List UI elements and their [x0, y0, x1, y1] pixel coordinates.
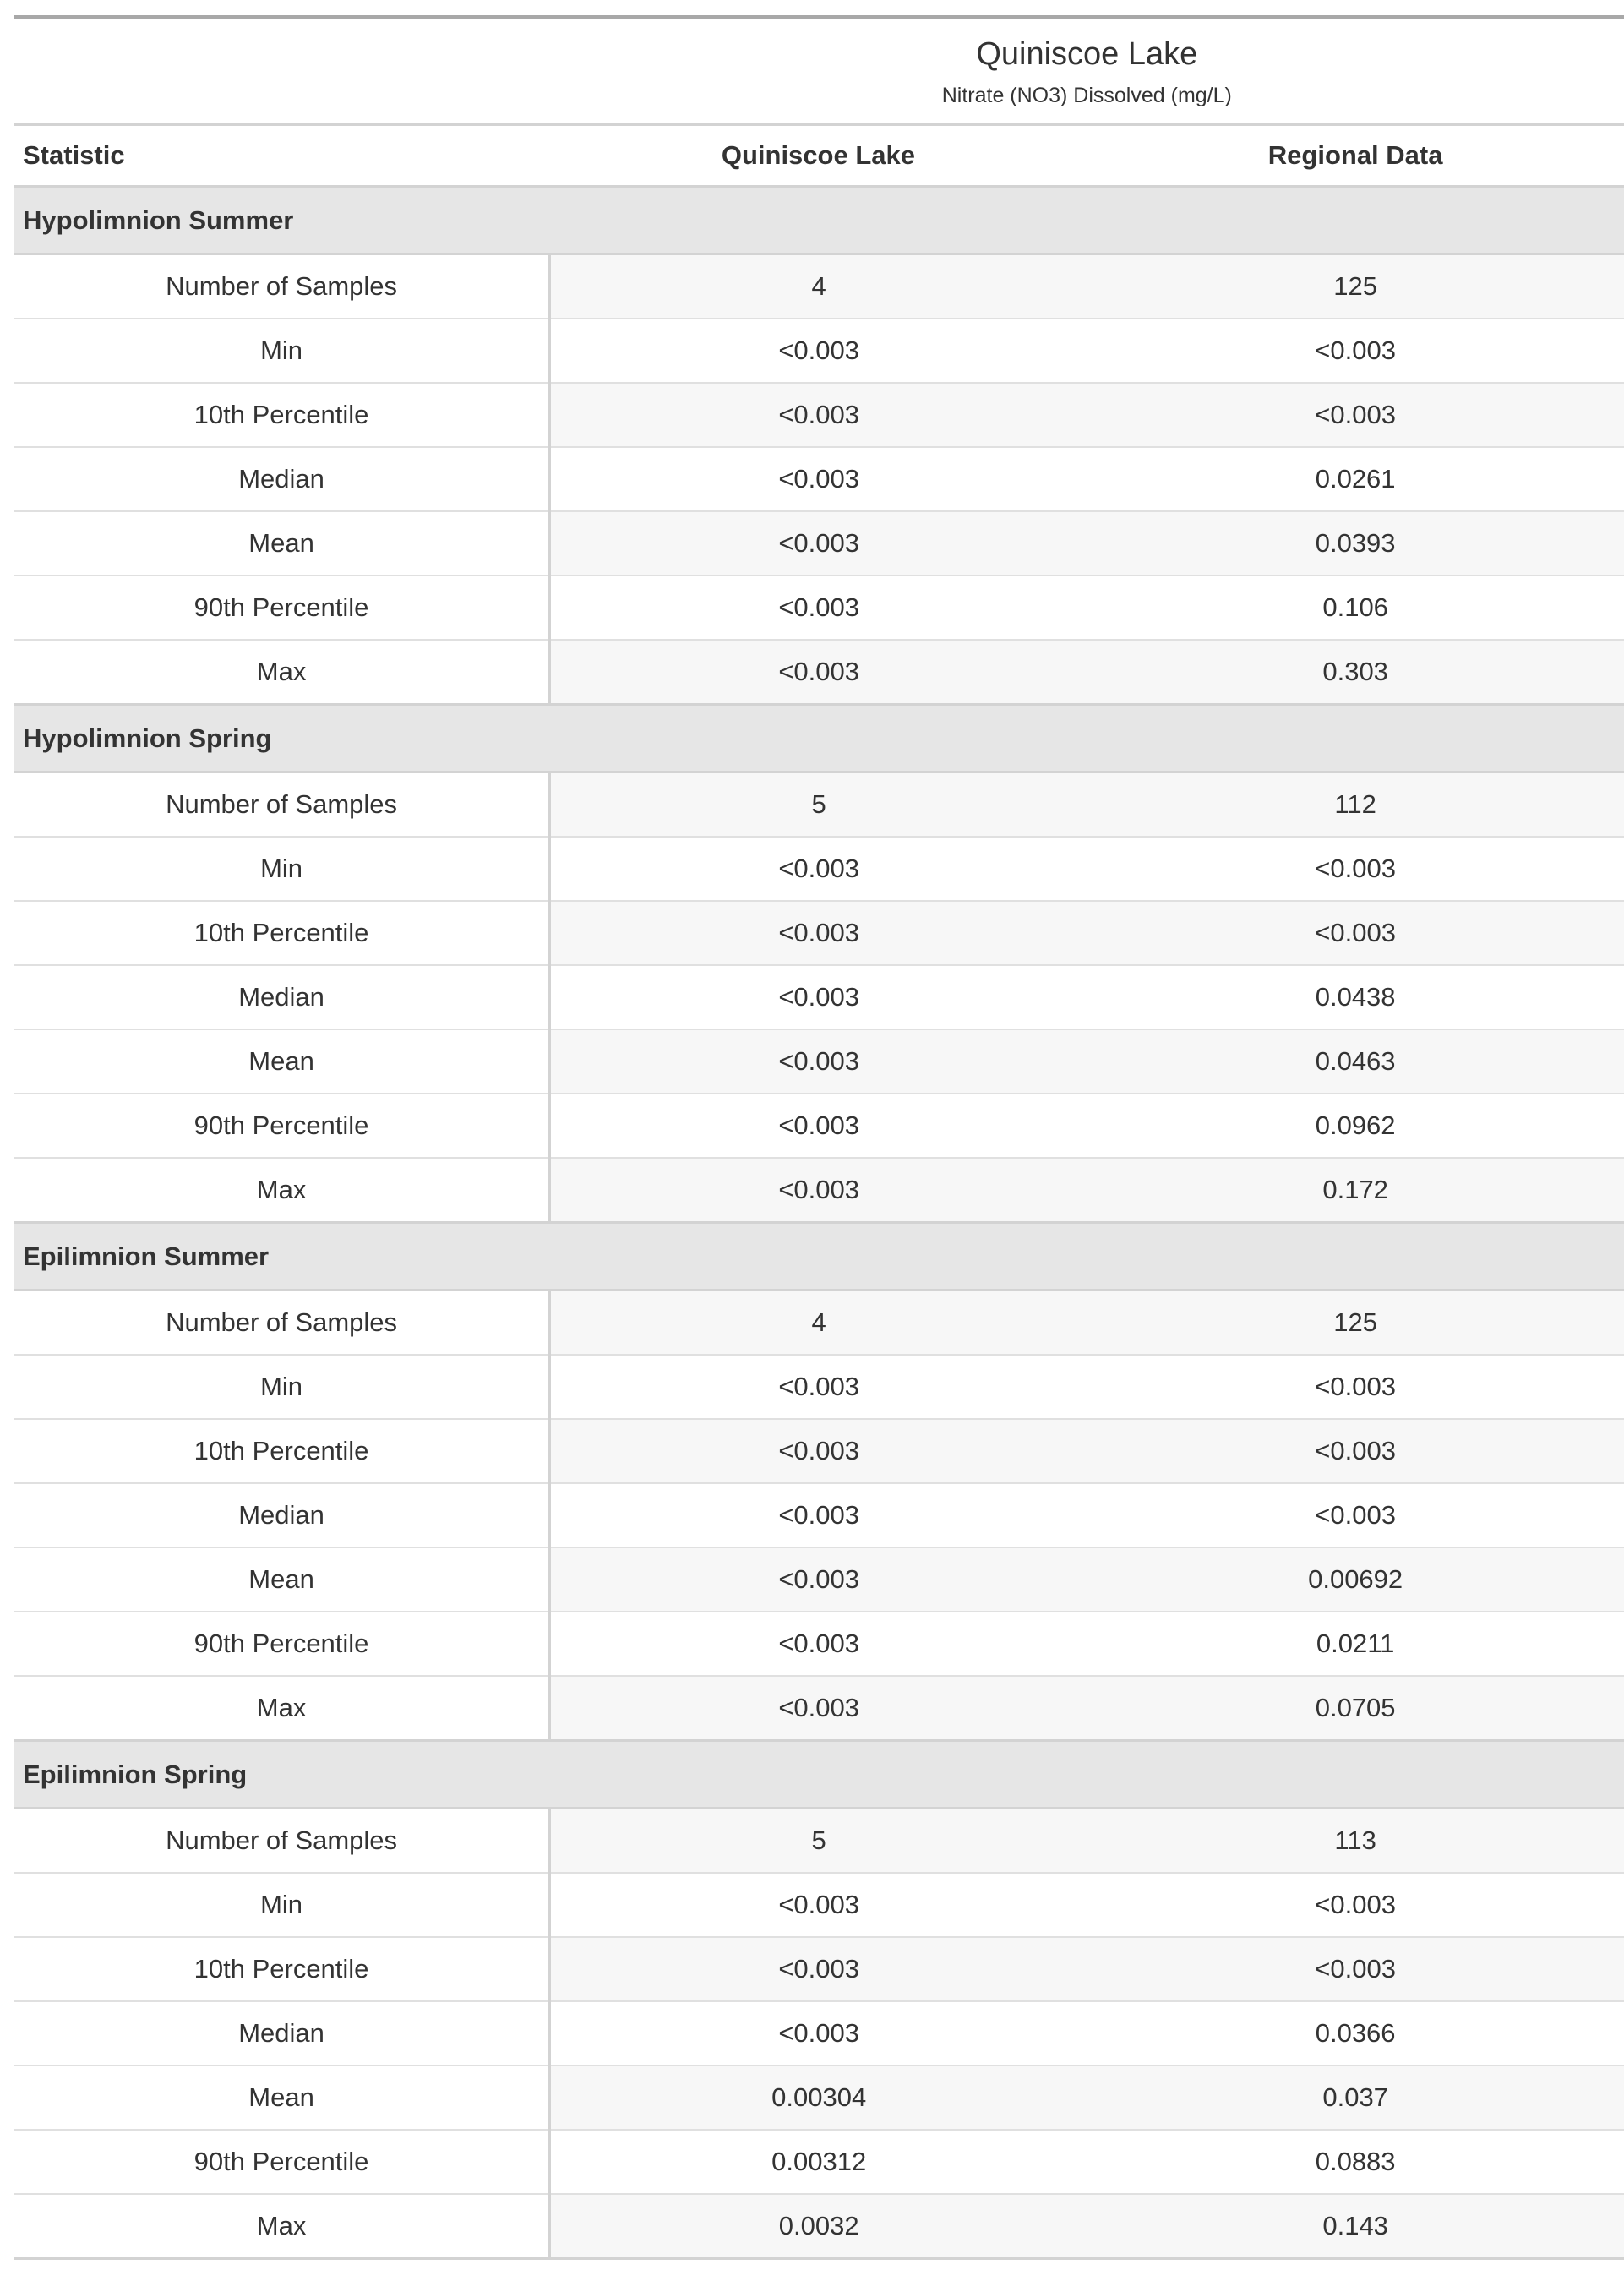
lake-value-cell: 5 [550, 772, 1087, 838]
table-row [14, 1355, 1624, 1419]
stat-cell: 90th Percentile [14, 2130, 550, 2194]
group-header-row [14, 705, 1624, 772]
lake-value-cell: 5 [550, 1809, 1087, 1874]
stat-cell: Min [14, 837, 550, 901]
group-header-row [14, 1741, 1624, 1809]
table-row [14, 1809, 1624, 1874]
table-row [14, 1483, 1624, 1547]
table-body [14, 187, 1624, 2259]
table-title: Quiniscoe Lake [976, 36, 1198, 72]
regional-value-cell: 0.143 [1087, 2194, 1624, 2259]
table-row [14, 1158, 1624, 1223]
group-header: Epilimnion Summer [14, 1223, 1624, 1291]
table-row [14, 447, 1624, 511]
table-row [14, 319, 1624, 383]
stat-cell: 90th Percentile [14, 576, 550, 640]
group-header-row [14, 1223, 1624, 1291]
table-row [14, 2194, 1624, 2259]
regional-value-cell: 0.0705 [1087, 1676, 1624, 1741]
stat-cell: Min [14, 319, 550, 383]
regional-value-cell: <0.003 [1087, 901, 1624, 965]
lake-value-cell: <0.003 [550, 1937, 1087, 2001]
lake-value-cell: <0.003 [550, 319, 1087, 383]
stat-cell: Mean [14, 1547, 550, 1612]
table-row [14, 772, 1624, 838]
regional-value-cell: 0.0883 [1087, 2130, 1624, 2194]
regional-value-cell: 0.0366 [1087, 2001, 1624, 2065]
table-row [14, 511, 1624, 576]
table-row [14, 1612, 1624, 1676]
regional-value-cell: 0.0211 [1087, 1612, 1624, 1676]
lake-value-cell: 4 [550, 254, 1087, 319]
table-row [14, 1029, 1624, 1094]
column-header-lake: Quiniscoe Lake [550, 125, 1087, 187]
table-row [14, 576, 1624, 640]
regional-value-cell: 112 [1087, 772, 1624, 838]
stat-cell: Max [14, 1676, 550, 1741]
stat-cell: 90th Percentile [14, 1094, 550, 1158]
lake-value-cell: <0.003 [550, 837, 1087, 901]
stat-cell: 10th Percentile [14, 1937, 550, 2001]
group-header: Hypolimnion Spring [14, 705, 1624, 772]
regional-value-cell: <0.003 [1087, 319, 1624, 383]
stat-cell: Number of Samples [14, 254, 550, 319]
table-row [14, 1937, 1624, 2001]
table-row [14, 2130, 1624, 2194]
regional-value-cell: <0.003 [1087, 383, 1624, 447]
table-row [14, 965, 1624, 1029]
stat-cell: Max [14, 640, 550, 705]
regional-value-cell: 125 [1087, 1291, 1624, 1356]
table-row [14, 1419, 1624, 1483]
table-row [14, 901, 1624, 965]
table-row [14, 1676, 1624, 1741]
table-row [14, 1291, 1624, 1356]
regional-value-cell: 0.172 [1087, 1158, 1624, 1223]
regional-value-cell: 0.00692 [1087, 1547, 1624, 1612]
lake-value-cell: 0.00304 [550, 2065, 1087, 2130]
lake-value-cell: <0.003 [550, 511, 1087, 576]
table-title-cell [550, 17, 1624, 125]
regional-value-cell: <0.003 [1087, 837, 1624, 901]
stat-cell: Min [14, 1873, 550, 1937]
regional-value-cell: 125 [1087, 254, 1624, 319]
lake-value-cell: 0.00312 [550, 2130, 1087, 2194]
regional-value-cell: <0.003 [1087, 1355, 1624, 1419]
table-row [14, 640, 1624, 705]
lake-value-cell: <0.003 [550, 2001, 1087, 2065]
stat-cell: Max [14, 2194, 550, 2259]
table-row [14, 1873, 1624, 1937]
statistics-table-container [14, 15, 1624, 2260]
table-row [14, 383, 1624, 447]
stat-cell: Mean [14, 2065, 550, 2130]
regional-value-cell: 0.037 [1087, 2065, 1624, 2130]
regional-value-cell: 0.0393 [1087, 511, 1624, 576]
regional-value-cell: 0.0463 [1087, 1029, 1624, 1094]
lake-value-cell: <0.003 [550, 1029, 1087, 1094]
regional-value-cell: 113 [1087, 1809, 1624, 1874]
stat-cell: 10th Percentile [14, 1419, 550, 1483]
stat-cell: Median [14, 1483, 550, 1547]
lake-value-cell: <0.003 [550, 965, 1087, 1029]
column-header-statistic: Statistic [14, 125, 550, 187]
lake-value-cell: <0.003 [550, 901, 1087, 965]
stat-cell: Min [14, 1355, 550, 1419]
stat-cell: Median [14, 2001, 550, 2065]
stat-cell: 10th Percentile [14, 901, 550, 965]
lake-value-cell: <0.003 [550, 447, 1087, 511]
lake-value-cell: 0.0032 [550, 2194, 1087, 2259]
lake-value-cell: <0.003 [550, 640, 1087, 705]
group-header-row [14, 187, 1624, 254]
regional-value-cell: 0.0261 [1087, 447, 1624, 511]
group-header: Epilimnion Spring [14, 1741, 1624, 1809]
lake-value-cell: 4 [550, 1291, 1087, 1356]
regional-value-cell: <0.003 [1087, 1937, 1624, 2001]
regional-value-cell: 0.106 [1087, 576, 1624, 640]
lake-value-cell: <0.003 [550, 1483, 1087, 1547]
table-subtitle: Nitrate (NO3) Dissolved (mg/L) [941, 83, 1232, 107]
table-title-row [14, 17, 1624, 125]
stat-cell: Number of Samples [14, 772, 550, 838]
lake-value-cell: <0.003 [550, 1419, 1087, 1483]
lake-value-cell: <0.003 [550, 1355, 1087, 1419]
title-spacer [14, 17, 550, 125]
table-row [14, 2001, 1624, 2065]
lake-value-cell: <0.003 [550, 1547, 1087, 1612]
table-row [14, 2065, 1624, 2130]
regional-value-cell: <0.003 [1087, 1483, 1624, 1547]
table-row [14, 1094, 1624, 1158]
stat-cell: Max [14, 1158, 550, 1223]
regional-value-cell: <0.003 [1087, 1873, 1624, 1937]
stat-cell: 90th Percentile [14, 1612, 550, 1676]
table-row [14, 254, 1624, 319]
regional-value-cell: 0.303 [1087, 640, 1624, 705]
group-header: Hypolimnion Summer [14, 187, 1624, 254]
statistics-table [14, 15, 1624, 2260]
column-header-row [14, 125, 1624, 187]
regional-value-cell: <0.003 [1087, 1419, 1624, 1483]
lake-value-cell: <0.003 [550, 383, 1087, 447]
lake-value-cell: <0.003 [550, 1873, 1087, 1937]
stat-cell: Number of Samples [14, 1809, 550, 1874]
regional-value-cell: 0.0438 [1087, 965, 1624, 1029]
table-row [14, 1547, 1624, 1612]
stat-cell: 10th Percentile [14, 383, 550, 447]
lake-value-cell: <0.003 [550, 1094, 1087, 1158]
table-row [14, 837, 1624, 901]
regional-value-cell: 0.0962 [1087, 1094, 1624, 1158]
stat-cell: Mean [14, 1029, 550, 1094]
stat-cell: Median [14, 447, 550, 511]
stat-cell: Number of Samples [14, 1291, 550, 1356]
lake-value-cell: <0.003 [550, 1676, 1087, 1741]
lake-value-cell: <0.003 [550, 1158, 1087, 1223]
lake-value-cell: <0.003 [550, 1612, 1087, 1676]
lake-value-cell: <0.003 [550, 576, 1087, 640]
stat-cell: Mean [14, 511, 550, 576]
column-header-regional: Regional Data [1087, 125, 1624, 187]
stat-cell: Median [14, 965, 550, 1029]
